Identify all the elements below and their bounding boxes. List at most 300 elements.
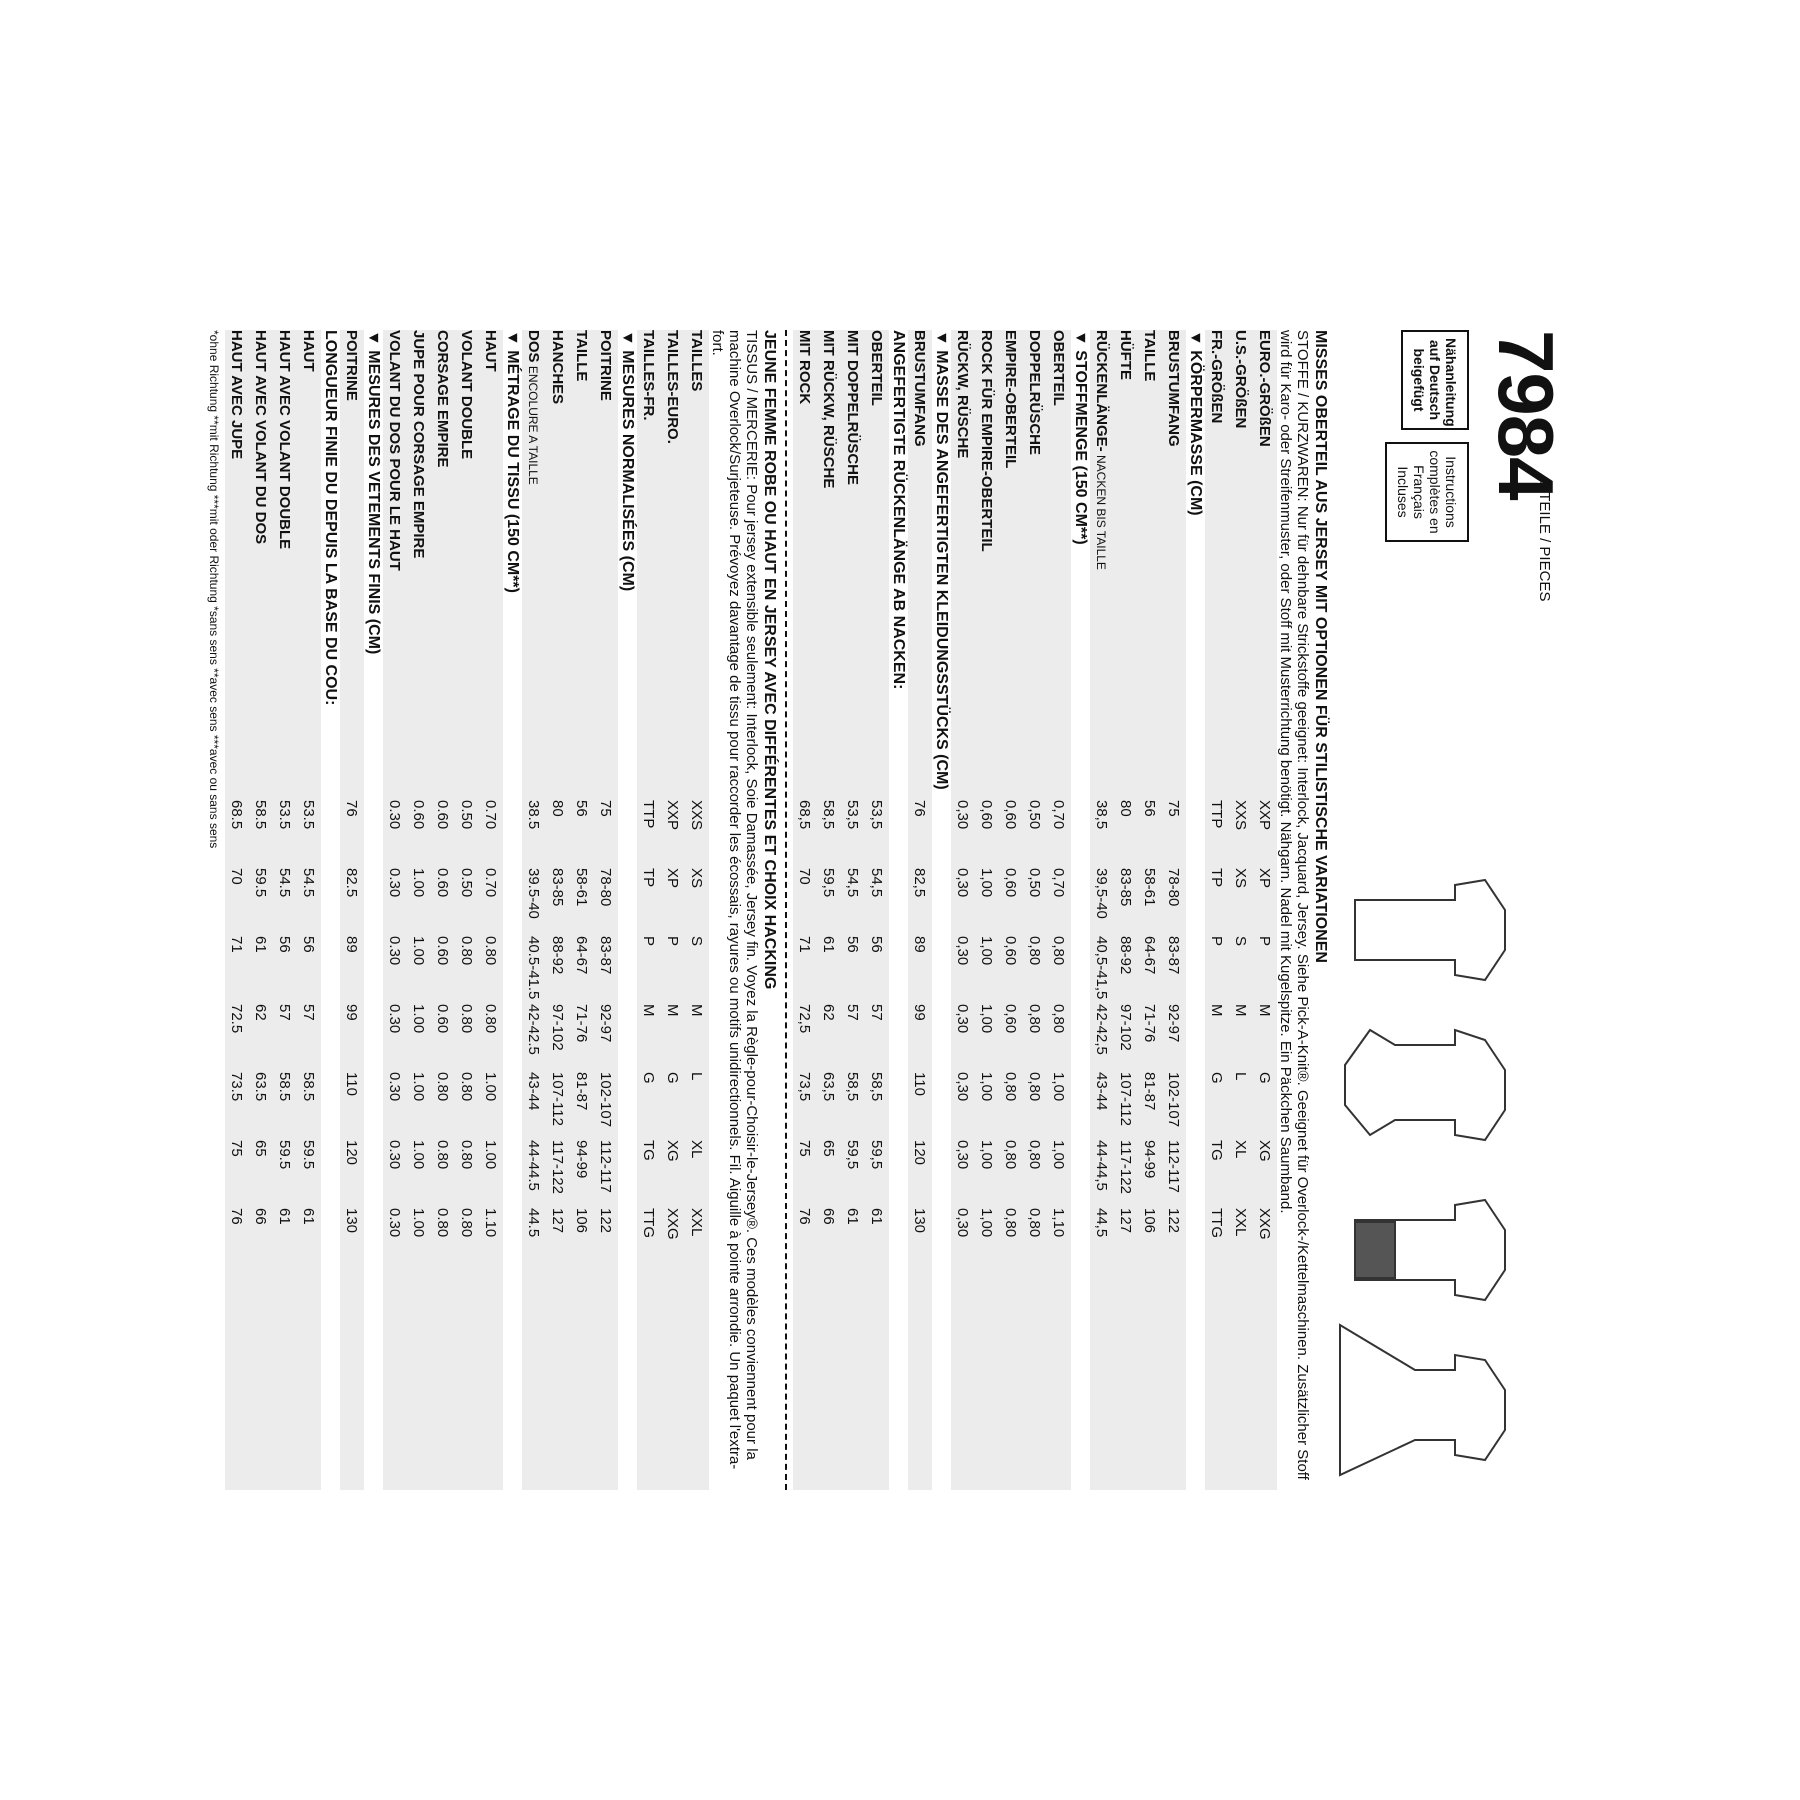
row-value: 71-76 xyxy=(1141,1004,1159,1043)
table-row xyxy=(522,330,546,1490)
row-label: HANCHES xyxy=(549,330,567,405)
row-value: 58.5 xyxy=(276,1072,294,1102)
row-value: 70 xyxy=(796,868,814,885)
row-value: P xyxy=(1208,936,1226,947)
german-section xyxy=(793,330,1330,1490)
table-row xyxy=(407,330,431,1490)
row-value: 88-92 xyxy=(549,936,567,975)
row-value: 0,30 xyxy=(954,800,972,830)
row-value: XXL xyxy=(688,1208,706,1237)
table-row xyxy=(570,330,594,1490)
row-value: 0.30 xyxy=(386,800,404,830)
row-label: VOLANT DU DOS POUR LE HAUT xyxy=(386,330,404,571)
row-value: TP xyxy=(640,868,658,888)
row-value: TP xyxy=(1208,868,1226,888)
row-label: POITRINE xyxy=(343,330,361,401)
row-value: 102-107 xyxy=(1165,1072,1183,1128)
row-value: 56 xyxy=(300,936,318,953)
row-value: 1,00 xyxy=(1050,1072,1068,1102)
row-value: 0.60 xyxy=(434,800,452,830)
german-title: MISSES OBERTEIL AUS JERSEY MIT OPTIONEN FÜR STILISTISCHE VARIATIONEN xyxy=(1312,330,1329,963)
row-value: 0.60 xyxy=(434,868,452,898)
divider xyxy=(785,330,787,1490)
row-value: 1.00 xyxy=(410,1004,428,1034)
row-value: 127 xyxy=(1117,1208,1135,1234)
table-row xyxy=(841,330,865,1490)
table-row xyxy=(340,330,364,1490)
row-label: RÜCKW, RÜSCHE xyxy=(954,330,972,459)
table-row xyxy=(1253,330,1277,1490)
row-value: 38.5 xyxy=(525,800,543,830)
row-value: XG xyxy=(664,1140,682,1162)
row-value: 71 xyxy=(228,936,246,953)
row-value: 54,5 xyxy=(868,868,886,898)
row-label: RÜCKENLÄNGE- NACKEN BIS TAILLE xyxy=(1093,330,1111,570)
row-value: 53,5 xyxy=(868,800,886,830)
row-value: TG xyxy=(1208,1140,1226,1161)
row-value: 59,5 xyxy=(868,1140,886,1170)
row-value: XP xyxy=(1256,868,1274,889)
row-value: 1,00 xyxy=(978,1004,996,1034)
row-value: 75 xyxy=(597,800,615,817)
row-value: 0,80 xyxy=(1026,1072,1044,1102)
row-value: 0,80 xyxy=(1050,1004,1068,1034)
row-value: 0,60 xyxy=(1002,868,1020,898)
row-value: 53,5 xyxy=(844,800,862,830)
row-value: 56 xyxy=(868,936,886,953)
german-garment-title: ▼ MASSE DES ANGEFERTIGTEN KLEIDUNGSSTÜCKS (CM) xyxy=(933,330,950,790)
row-value: 89 xyxy=(343,936,361,953)
row-value: 58-61 xyxy=(1141,868,1159,907)
row-value: 68,5 xyxy=(796,800,814,830)
table-row xyxy=(793,330,817,1490)
row-value: XXP xyxy=(1256,800,1274,831)
table-row xyxy=(1114,330,1138,1490)
row-label: HAUT xyxy=(300,330,318,372)
row-value: 0,70 xyxy=(1050,800,1068,830)
row-value: L xyxy=(1232,1072,1250,1081)
row-value: 73,5 xyxy=(796,1072,814,1102)
row-value: S xyxy=(688,936,706,947)
row-value: 0.60 xyxy=(434,1004,452,1034)
row-value: 0,80 xyxy=(1026,1004,1044,1034)
row-value: M xyxy=(1256,1004,1274,1017)
table-row xyxy=(1047,330,1071,1490)
footnote: *ohne Richtung **mit Richtung ***mit oder Richtung *sans sens **avec sens ***avec ou sans sens xyxy=(207,330,221,849)
row-value: 44-44.5 xyxy=(525,1140,543,1191)
table-row xyxy=(999,330,1023,1490)
row-value: 78-80 xyxy=(597,868,615,907)
table-row xyxy=(817,330,841,1490)
row-value: 0.80 xyxy=(434,1140,452,1170)
pieces-count: 9 TEILE / PIECES xyxy=(1536,480,1553,602)
row-value: 66 xyxy=(252,1208,270,1225)
row-value: 0.30 xyxy=(386,868,404,898)
row-label: MIT DOPPELRÜSCHE xyxy=(844,330,862,486)
row-value: 92-97 xyxy=(1165,1004,1183,1043)
row-label: TAILLES-EURO. xyxy=(664,330,682,444)
table-row xyxy=(249,330,273,1490)
row-value: 65 xyxy=(252,1140,270,1157)
row-value: TTG xyxy=(640,1208,658,1238)
row-value: 44.5 xyxy=(525,1208,543,1238)
row-label: BRUSTUMFANG xyxy=(1165,330,1183,447)
row-value: 0,30 xyxy=(954,1208,972,1238)
row-label: ROCK FÜR EMPIRE-OBERTEIL xyxy=(978,330,996,552)
row-value: 0.70 xyxy=(482,800,500,830)
row-value: 71 xyxy=(796,936,814,953)
row-value: 58,5 xyxy=(868,1072,886,1102)
row-value: XL xyxy=(1232,1140,1250,1159)
row-value: M xyxy=(1232,1004,1250,1017)
row-value: 0,80 xyxy=(1002,1072,1020,1102)
row-value: G xyxy=(664,1072,682,1084)
row-value: 0,60 xyxy=(1002,800,1020,830)
row-value: 44,5 xyxy=(1093,1208,1111,1238)
row-value: 76 xyxy=(343,800,361,817)
row-value: 42-42.5 xyxy=(525,1004,543,1055)
row-value: 1.10 xyxy=(482,1208,500,1238)
german-body-title: ▼ KÖRPERMASSE (CM) xyxy=(1187,330,1204,516)
german-length-title: ANGEFERTIGTE RÜCKENLÄNGE AB NACKEN: xyxy=(890,330,907,690)
row-value: 58,5 xyxy=(844,1072,862,1102)
row-value: 61 xyxy=(820,936,838,953)
pattern-number: 7984 xyxy=(1482,330,1570,500)
table-row xyxy=(1162,330,1186,1490)
row-value: 0.30 xyxy=(386,1140,404,1170)
row-value: 59,5 xyxy=(820,868,838,898)
row-value: 107-112 xyxy=(549,1072,567,1126)
row-label: MIT ROCK xyxy=(796,330,814,405)
row-value: 0.80 xyxy=(458,1208,476,1238)
french-fabric-title: ▼ MÉTRAGE DU TISSU (150 CM**) xyxy=(504,330,521,593)
table-row xyxy=(431,330,455,1490)
row-value: S xyxy=(1232,936,1250,947)
row-value: XS xyxy=(688,868,706,889)
row-value: 58-61 xyxy=(573,868,591,907)
table-row xyxy=(1090,330,1114,1490)
row-value: 106 xyxy=(573,1208,591,1234)
row-value: TTG xyxy=(1208,1208,1226,1238)
table-row xyxy=(383,330,407,1490)
row-value: 75 xyxy=(796,1140,814,1157)
table-row xyxy=(908,330,932,1490)
row-value: 80 xyxy=(549,800,567,817)
row-label: HÜFTE xyxy=(1117,330,1135,380)
row-label: EMPIRE-OBERTEIL xyxy=(1002,330,1020,469)
row-value: 0.30 xyxy=(386,1208,404,1238)
row-value: 71-76 xyxy=(573,1004,591,1043)
row-value: 70 xyxy=(228,868,246,885)
table-row xyxy=(865,330,889,1490)
row-value: XXG xyxy=(664,1208,682,1240)
row-value: 0,60 xyxy=(1002,1004,1020,1034)
row-value: 0,50 xyxy=(1026,800,1044,830)
row-value: 43-44 xyxy=(525,1072,543,1111)
row-value: 40,5-41,5 xyxy=(1093,936,1111,1000)
row-label: OBERTEIL xyxy=(1050,330,1068,406)
row-value: 130 xyxy=(911,1208,929,1234)
german-fabrics: STOFFE / KURZWAREN: Nur für dehnbare Strickstoffe geeignet: Interlock, Jacquard, Jersey. Siehe Pick-A-Knit®. Geeignet für Overlock-/Kettelmaschinen. Zusätzlicher Stoff wird für Karo- oder Streifenmuster, oder Stoff mit Musterrichtung benötigt. Nähgarn. Nadel mit Kugelspitze. Ein Päckchen Saumband. xyxy=(1277,330,1311,1480)
row-value: 54.5 xyxy=(300,868,318,898)
table-row xyxy=(225,330,249,1490)
row-value: P xyxy=(640,936,658,947)
row-value: 0,50 xyxy=(1026,868,1044,898)
row-value: 58.5 xyxy=(252,800,270,830)
row-value: 44-44,5 xyxy=(1093,1140,1111,1191)
table-row xyxy=(975,330,999,1490)
row-value: XG xyxy=(1256,1140,1274,1162)
row-value: 53.5 xyxy=(276,800,294,830)
row-value: 62 xyxy=(252,1004,270,1021)
row-value: 0.80 xyxy=(458,1004,476,1034)
row-label: OBERTEIL xyxy=(868,330,886,406)
row-value: 0.80 xyxy=(458,936,476,966)
row-value: 1.00 xyxy=(482,1072,500,1102)
row-label: FR.-GRÖßEN xyxy=(1208,330,1226,424)
row-value: 76 xyxy=(911,800,929,817)
row-value: 54.5 xyxy=(276,868,294,898)
row-value: XL xyxy=(688,1140,706,1159)
row-value: 0,80 xyxy=(1026,1208,1044,1238)
row-value: 0.60 xyxy=(434,936,452,966)
table-row xyxy=(685,330,709,1490)
row-value: 59.5 xyxy=(276,1140,294,1170)
row-value: 82.5 xyxy=(343,868,361,898)
german-instructions-box: Nähanleitung auf Deutsch beigefügt xyxy=(1401,330,1469,430)
row-value: 0.80 xyxy=(458,1140,476,1170)
row-value: P xyxy=(664,936,682,947)
row-sublabel: NACKEN BIS TAILLE xyxy=(1094,451,1109,570)
row-value: 0.50 xyxy=(458,868,476,898)
row-value: TTP xyxy=(640,800,658,829)
row-value: 122 xyxy=(1165,1208,1183,1234)
row-value: 57 xyxy=(276,1004,294,1021)
row-value: 63.5 xyxy=(252,1072,270,1102)
row-value: 0.80 xyxy=(434,1072,452,1102)
row-value: M xyxy=(640,1004,658,1017)
row-value: 1,00 xyxy=(978,1072,996,1102)
row-value: 0,80 xyxy=(1002,1208,1020,1238)
row-label: MIT RÜCKW, RÜSCHE xyxy=(820,330,838,489)
row-value: 0.30 xyxy=(386,1072,404,1102)
row-value: 99 xyxy=(343,1004,361,1021)
row-value: 89 xyxy=(911,936,929,953)
row-label: DOS ENCOLURE A TAILLE xyxy=(525,330,543,485)
row-value: 0.30 xyxy=(386,936,404,966)
row-value: 42-42,5 xyxy=(1093,1004,1111,1055)
row-value: 80 xyxy=(1117,800,1135,817)
row-value: 57 xyxy=(300,1004,318,1021)
row-value: 56 xyxy=(1141,800,1159,817)
row-value: XXS xyxy=(688,800,706,831)
row-value: 61 xyxy=(868,1208,886,1225)
row-value: 61 xyxy=(844,1208,862,1225)
row-label: HAUT xyxy=(482,330,500,372)
garment-illustrations xyxy=(1330,850,1545,1490)
row-value: 0,60 xyxy=(1002,936,1020,966)
row-value: 122 xyxy=(597,1208,615,1234)
row-value: 61 xyxy=(276,1208,294,1225)
french-garment-title: ▼ MESURES DES VETEMENTS FINIS (CM) xyxy=(365,330,382,655)
row-value: 39,5-40 xyxy=(1093,868,1111,919)
table-row xyxy=(1023,330,1047,1490)
row-value: 76 xyxy=(228,1208,246,1225)
row-label: JUPE POUR CORSAGE EMPIRE xyxy=(410,330,428,559)
row-value: 97-102 xyxy=(549,1004,567,1051)
table-row xyxy=(1138,330,1162,1490)
row-value: 1,00 xyxy=(978,936,996,966)
row-value: 61 xyxy=(300,1208,318,1225)
row-label: U.S.-GRÖßEN xyxy=(1232,330,1250,429)
row-value: 110 xyxy=(911,1072,929,1096)
table-row xyxy=(594,330,618,1490)
header xyxy=(1330,330,1570,1490)
row-value: 64-67 xyxy=(1141,936,1159,975)
row-value: 1.00 xyxy=(482,1140,500,1170)
row-label: POITRINE xyxy=(597,330,615,401)
table-row xyxy=(297,330,321,1490)
row-value: 1.00 xyxy=(410,936,428,966)
row-value: 0.50 xyxy=(458,800,476,830)
row-value: 56 xyxy=(573,800,591,817)
row-value: 63,5 xyxy=(820,1072,838,1102)
row-value: 82,5 xyxy=(911,868,929,898)
row-value: 0,30 xyxy=(954,868,972,898)
row-label: HAUT AVEC VOLANT DU DOS xyxy=(252,330,270,545)
row-value: 1.00 xyxy=(410,1140,428,1170)
row-value: 0.60 xyxy=(410,800,428,830)
table-row xyxy=(637,330,661,1490)
row-value: 127 xyxy=(549,1208,567,1234)
row-value: 0.30 xyxy=(386,1004,404,1034)
french-length-title: LONGUEUR FINIE DU DEPUIS LA BASE DU COU: xyxy=(322,330,339,706)
row-value: M xyxy=(1208,1004,1226,1017)
row-value: 0,70 xyxy=(1050,868,1068,898)
row-value: XP xyxy=(664,868,682,889)
row-label: VOLANT DOUBLE xyxy=(458,330,476,460)
row-value: 0.80 xyxy=(458,1072,476,1102)
row-value: 0.80 xyxy=(482,936,500,966)
row-value: 59,5 xyxy=(844,1140,862,1170)
row-value: 97-102 xyxy=(1117,1004,1135,1051)
row-value: 0.80 xyxy=(434,1208,452,1238)
french-section xyxy=(207,330,779,1490)
row-value: 81-87 xyxy=(573,1072,591,1111)
row-value: 1.00 xyxy=(410,1208,428,1238)
row-value: 64-67 xyxy=(573,936,591,975)
row-label: TAILLES-FR. xyxy=(640,330,658,421)
table-row xyxy=(273,330,297,1490)
row-value: XXP xyxy=(664,800,682,831)
row-value: 110 xyxy=(343,1072,361,1096)
content xyxy=(207,330,1570,1490)
row-value: 1,00 xyxy=(978,868,996,898)
french-title: JEUNE FEMME ROBE OU HAUT EN JERSEY AVEC DIFFÉRENTES ET CHOIX HACKING xyxy=(761,330,778,990)
row-value: 75 xyxy=(228,1140,246,1157)
row-value: 112-117 xyxy=(1165,1140,1183,1193)
row-value: 83-85 xyxy=(549,868,567,907)
row-value: 57 xyxy=(868,1004,886,1021)
row-value: 0,80 xyxy=(1026,1140,1044,1170)
row-label: TAILLES xyxy=(688,330,706,392)
row-value: 112-117 xyxy=(597,1140,615,1193)
row-value: 1,00 xyxy=(978,1140,996,1170)
row-value: 94-99 xyxy=(573,1140,591,1179)
row-value: 54,5 xyxy=(844,868,862,898)
row-value: TG xyxy=(640,1140,658,1161)
row-value: G xyxy=(1256,1072,1274,1084)
row-value: 1.00 xyxy=(410,868,428,898)
table-row xyxy=(479,330,503,1490)
row-value: 38,5 xyxy=(1093,800,1111,830)
row-label: DOPPELRÜSCHE xyxy=(1026,330,1044,456)
row-label: CORSAGE EMPIRE xyxy=(434,330,452,468)
row-value: 120 xyxy=(343,1140,361,1166)
row-value: 0,80 xyxy=(1002,1140,1020,1170)
row-value: 59.5 xyxy=(252,868,270,898)
row-value: 83-87 xyxy=(597,936,615,975)
row-value: 58,5 xyxy=(820,800,838,830)
row-value: 65 xyxy=(820,1140,838,1157)
row-value: 68.5 xyxy=(228,800,246,830)
row-value: 81-87 xyxy=(1141,1072,1159,1111)
row-value: 75 xyxy=(1165,800,1183,817)
row-value: 56 xyxy=(844,936,862,953)
row-value: 62 xyxy=(820,1004,838,1021)
row-value: 1,00 xyxy=(978,1208,996,1238)
table-row xyxy=(1205,330,1229,1490)
row-value: 0,30 xyxy=(954,1004,972,1034)
row-value: 0,30 xyxy=(954,1140,972,1170)
row-value: XXL xyxy=(1232,1208,1250,1237)
row-value: 117-122 xyxy=(549,1140,567,1194)
row-value: M xyxy=(688,1004,706,1017)
row-value: G xyxy=(640,1072,658,1084)
row-value: 76 xyxy=(796,1208,814,1225)
row-value: 102-107 xyxy=(597,1072,615,1128)
row-value: 120 xyxy=(911,1140,929,1166)
row-value: 1,00 xyxy=(1050,1140,1068,1170)
row-value: 61 xyxy=(252,936,270,953)
row-value: 59.5 xyxy=(300,1140,318,1170)
row-value: 0,60 xyxy=(978,800,996,830)
row-value: 0.80 xyxy=(482,1004,500,1034)
row-value: 73.5 xyxy=(228,1072,246,1102)
row-value: 106 xyxy=(1141,1208,1159,1234)
row-value: XXS xyxy=(1232,800,1250,831)
row-value: 130 xyxy=(343,1208,361,1234)
row-value: M xyxy=(664,1004,682,1017)
row-label: TAILLE xyxy=(1141,330,1159,382)
row-value: 39.5-40 xyxy=(525,868,543,919)
row-value: 88-92 xyxy=(1117,936,1135,975)
row-value: 0,30 xyxy=(954,1072,972,1102)
row-value: 43-44 xyxy=(1093,1072,1111,1111)
french-instructions-box: Instructions complètes en Français Incluses xyxy=(1385,442,1469,542)
row-value: XXG xyxy=(1256,1208,1274,1240)
row-value: 53.5 xyxy=(300,800,318,830)
row-label: HAUT AVEC VOLANT DOUBLE xyxy=(276,330,294,550)
row-value: 0.70 xyxy=(482,868,500,898)
row-value: 66 xyxy=(820,1208,838,1225)
row-value: 83-85 xyxy=(1117,868,1135,907)
table-row xyxy=(546,330,570,1490)
row-value: 0,80 xyxy=(1050,936,1068,966)
row-label: HAUT AVEC JUPE xyxy=(228,330,246,460)
row-value: 56 xyxy=(276,936,294,953)
table-row xyxy=(455,330,479,1490)
